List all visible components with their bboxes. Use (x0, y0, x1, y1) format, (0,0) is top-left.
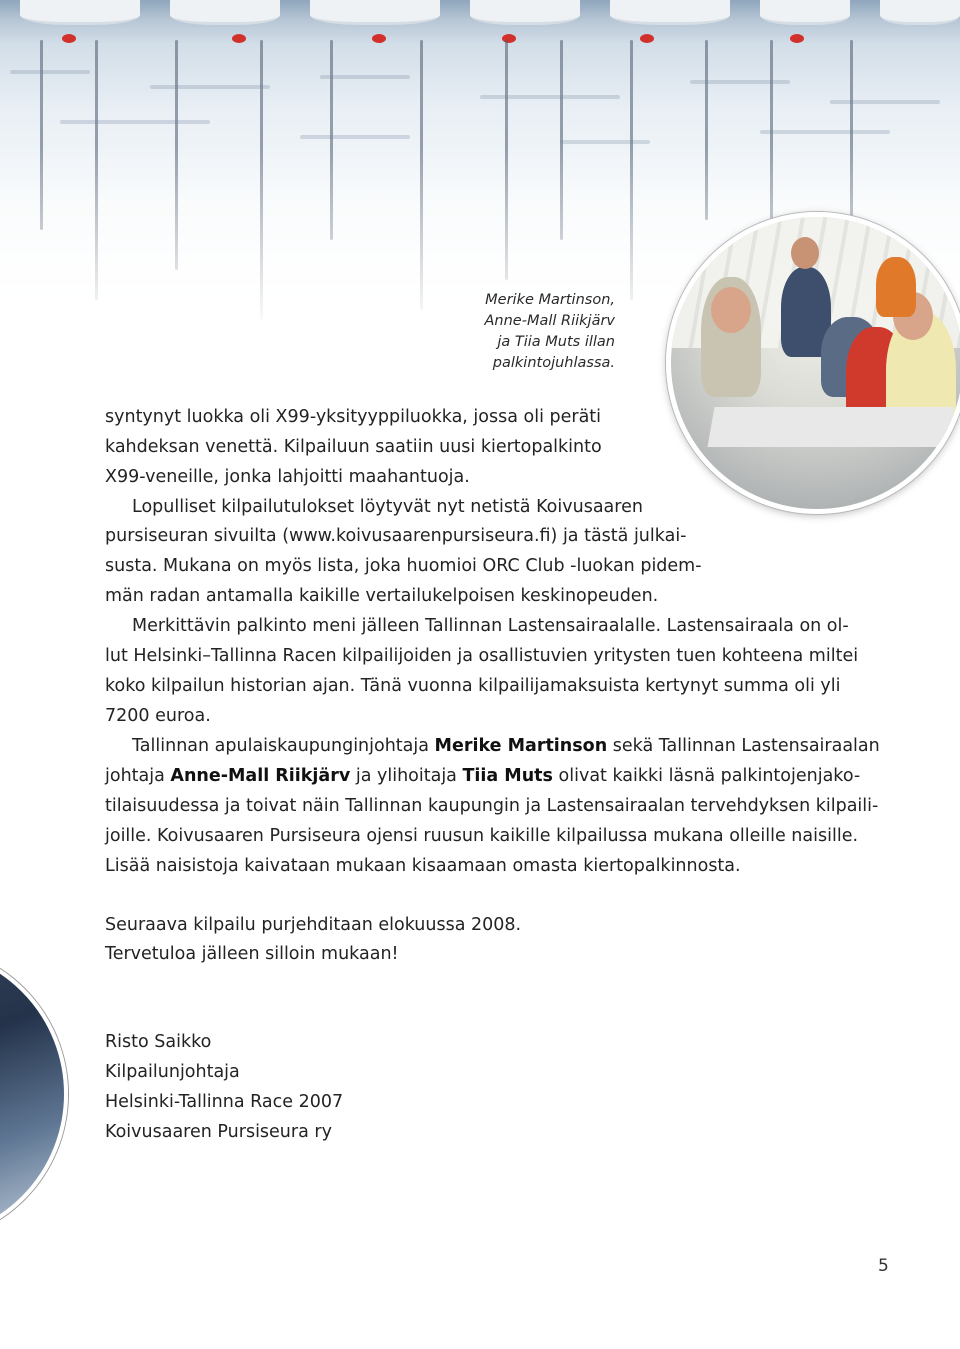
body-text: johtaja (105, 766, 171, 786)
closing-line: Seuraava kilpailu purjehditaan elokuussa 2008. (105, 915, 522, 935)
closing-line: Tervetuloa jälleen silloin mukaan! (105, 944, 399, 964)
body-line: koko kilpailun historian ajan. Tänä vuonna kilpailijamaksuista kertynyt summa oli yli (105, 676, 841, 696)
body-line: Lisää naisistoja kaivataan mukaan kisaamaan omasta kiertopalkinnosta. (105, 856, 741, 876)
body-line: tilaisuudessa ja toivat näin Tallinnan kaupungin ja Lastensairaalan tervehdyksen kilpaili- (105, 796, 879, 816)
body-line: 7200 euroa. (105, 706, 211, 726)
person-name: Anne-Mall Riikjärv (170, 766, 351, 786)
body-text: Tallinnan apulaiskaupunginjohtaja (132, 736, 435, 756)
body-line: kahdeksan venettä. Kilpailuun saatiin uusi kiertopalkinto (105, 437, 602, 457)
caption-line: ja Tiia Muts illan (497, 334, 615, 350)
page-number: 5 (878, 1256, 889, 1276)
body-line: joille. Koivusaaren Pursiseura ojensi ruusun kaikille kilpailussa mukana olleille naisille. (105, 826, 859, 846)
photo-caption (430, 290, 615, 374)
body-line: syntynyt luokka oli X99-yksityyppiluokka, jossa oli peräti (105, 407, 602, 427)
signature-role: Kilpailunjohtaja (105, 1062, 240, 1082)
body-line (132, 731, 880, 761)
signature-club: Koivusaaren Pursiseura ry (105, 1122, 332, 1142)
caption-line: Merike Martinson, (485, 292, 615, 308)
sailboat-photo (0, 945, 68, 1243)
body-text: ja ylihoitaja (350, 766, 463, 786)
body-line: pursiseuran sivuilta (www.koivusaarenpursiseura.fi) ja tästä julkai- (105, 526, 687, 546)
body-line: Merkittävin palkinto meni jälleen Tallinnan Lastensairaalalle. Lastensairaala on ol- (132, 616, 849, 636)
person-name: Merike Martinson (434, 736, 608, 756)
person-name: Tiia Muts (462, 766, 553, 786)
body-line: lut Helsinki–Tallinna Racen kilpailijoiden ja osallistuvien yritysten tuen kohteena miltei (105, 646, 859, 666)
body-line: män radan antamalla kaikille vertailukelpoisen keskinopeuden. (105, 586, 659, 606)
body-line: X99-veneille, jonka lahjoitti maahantuoja. (105, 467, 470, 487)
party-photo (666, 212, 960, 514)
body-text: olivat kaikki läsnä palkintojenjako- (552, 766, 861, 786)
caption-line: palkintojuhlassa. (492, 355, 615, 371)
caption-line: Anne-Mall Riikjärv (484, 313, 615, 329)
signature-event: Helsinki-Tallinna Race 2007 (105, 1092, 344, 1112)
body-text: sekä Tallinnan Lastensairaalan (607, 736, 880, 756)
body-line: Lopulliset kilpailutulokset löytyvät nyt netistä Koivusaaren (132, 497, 643, 517)
signature-name: Risto Saikko (105, 1032, 212, 1052)
body-line: susta. Mukana on myös lista, joka huomioi ORC Club -luokan pidem- (105, 556, 702, 576)
body-line (105, 761, 860, 791)
